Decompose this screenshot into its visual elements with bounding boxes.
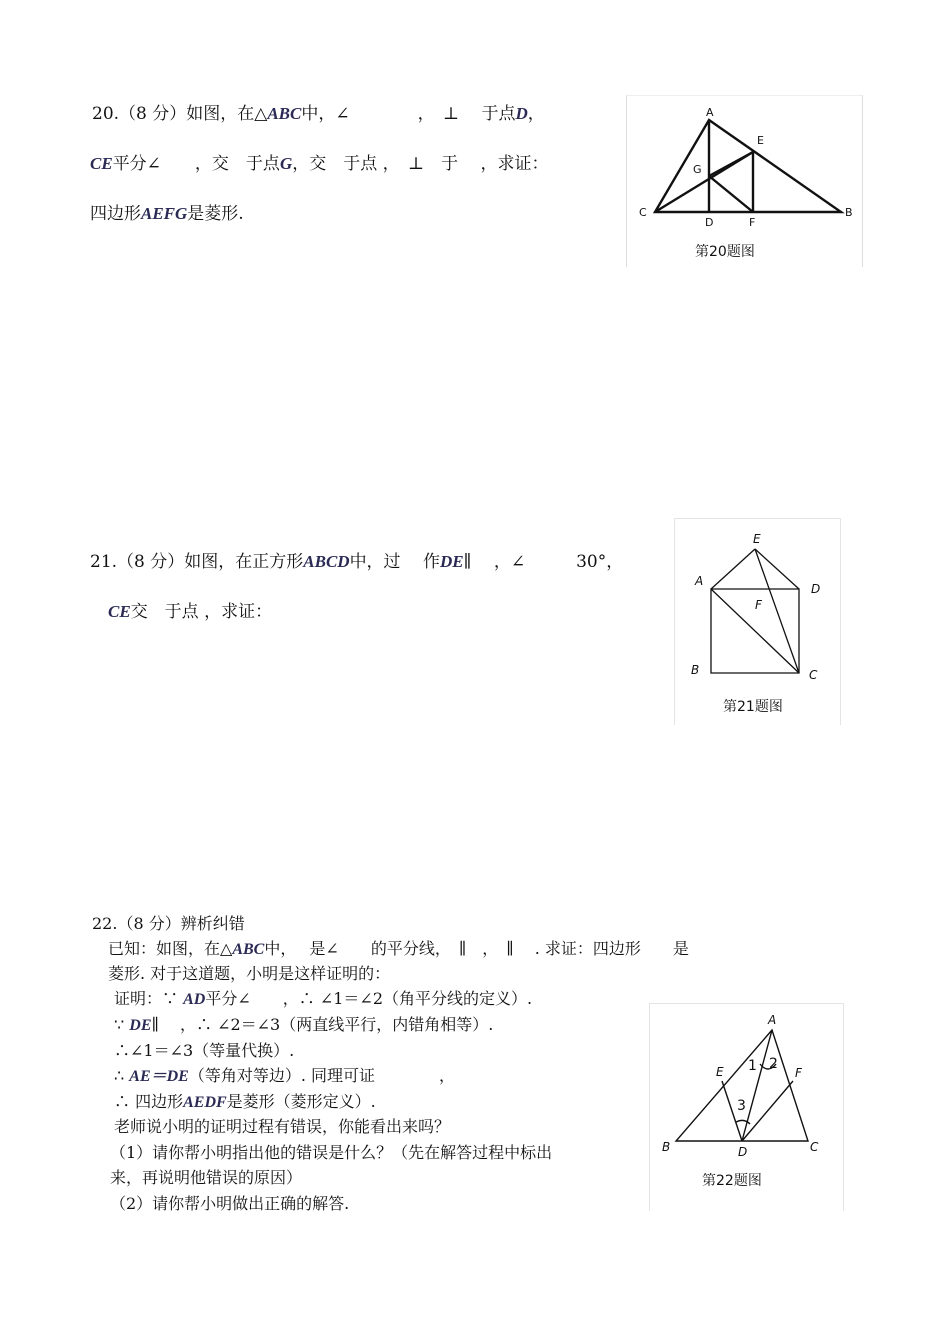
q21-caption: 第21题图: [723, 699, 783, 715]
q22-angle-1: 1: [748, 1058, 757, 1074]
q22-angle-2: 2: [769, 1056, 778, 1072]
point-g: G: [279, 154, 293, 173]
q20-label-g: G: [693, 163, 702, 176]
quad-aefg: AEFG: [141, 204, 188, 223]
q22-line-proof-3: ∴∠1＝∠3（等量代换）.: [114, 1041, 295, 1060]
q20-line1: 20.（8 分）如图，在△ABC中，∠ ， ⊥ 于点D，: [92, 104, 545, 124]
q22-label-f: F: [795, 1066, 802, 1080]
q22-title: 22.（8 分）辨析纠错: [92, 914, 245, 933]
q22-figure-svg: [650, 1004, 843, 1211]
q21-label-f: F: [755, 598, 762, 612]
q21-label-c: C: [809, 668, 818, 682]
q22-angle-3: 3: [737, 1098, 746, 1114]
q20-label-c: C: [639, 206, 647, 219]
q20-label-d: D: [705, 216, 714, 229]
q22-part-1-cont: 来，再说明他错误的原因）: [110, 1168, 303, 1187]
q22-part-1: （1）请你帮小明指出他的错误是什么？（先在解答过程中标出: [110, 1143, 553, 1162]
q21-line1: 21.（8 分）如图，在正方形ABCD中，过 作DE∥ ，∠ 30°，: [90, 552, 624, 572]
q22-line-proof-4: ∴ AE＝DE（等角对等边）. 同理可证 ，: [114, 1066, 456, 1085]
q20-line2: CE平分∠ ，交 于点G，交 于点 ， ⊥ 于 ，求证：: [90, 154, 549, 174]
q22-label-c: C: [810, 1140, 819, 1154]
q22-line-proof-2: ∵ DE∥ ，∴ ∠2＝∠3（两直线平行，内错角相等）.: [114, 1015, 494, 1034]
q22-caption: 第22题图: [702, 1173, 762, 1189]
q22-line-proof-1: 证明：∵ AD平分∠ ，∴ ∠1＝∠2（角平分线的定义）.: [114, 989, 533, 1008]
triangle-abc: ABC: [232, 941, 265, 958]
segment-ad: AD: [183, 991, 206, 1008]
q21-label-d: D: [811, 582, 821, 596]
q21-label-e: E: [753, 532, 761, 546]
q20-figure-svg: [627, 96, 862, 267]
q22-figure: [649, 1003, 844, 1211]
q22-label-d: D: [738, 1145, 748, 1159]
q20-label-f: F: [749, 216, 756, 229]
q22-line-proof-5: ∴ 四边形AEDF是菱形（菱形定义）.: [114, 1092, 376, 1111]
q21-figure: [674, 518, 841, 725]
segment-de: DE: [439, 552, 464, 571]
equation-ae-de: AE＝DE: [129, 1068, 189, 1085]
q22-line-teacher: 老师说小明的证明过程有错误，你能看出来吗？: [114, 1117, 451, 1136]
q21-label-b: B: [691, 663, 700, 677]
q22-label-b: B: [662, 1140, 671, 1154]
q22-line-given: 已知：如图，在△ABC中， 是∠ 的平分线， ∥ ， ∥ . 求证：四边形 是: [108, 939, 689, 958]
point-d: D: [515, 104, 528, 123]
q20-line3: 四边形AEFG是菱形.: [90, 204, 244, 224]
q20-label-a: A: [706, 106, 714, 119]
segment-ce: CE: [108, 602, 131, 621]
q22-line-given-2: 菱形. 对于这道题，小明是这样证明的：: [108, 964, 391, 983]
q22-label-e: E: [716, 1065, 724, 1079]
q20-caption: 第20题图: [695, 244, 755, 260]
q22-part-2: （2）请你帮小明做出正确的解答.: [110, 1194, 350, 1213]
quad-aedf: AEDF: [183, 1094, 227, 1111]
q21-label-a: A: [695, 574, 704, 588]
q20-label-e: E: [757, 134, 764, 147]
q21-figure-svg: [675, 519, 840, 725]
square-abcd: ABCD: [303, 552, 350, 571]
q22-label-a: A: [768, 1013, 777, 1027]
segment-de: DE: [129, 1017, 152, 1034]
triangle-abc: ABC: [267, 104, 302, 123]
segment-ce: CE: [90, 154, 113, 173]
q21-line2: CE交 于点 ，求证：: [108, 602, 273, 622]
q20-label-b: B: [845, 206, 853, 219]
q20-figure: [626, 95, 863, 267]
